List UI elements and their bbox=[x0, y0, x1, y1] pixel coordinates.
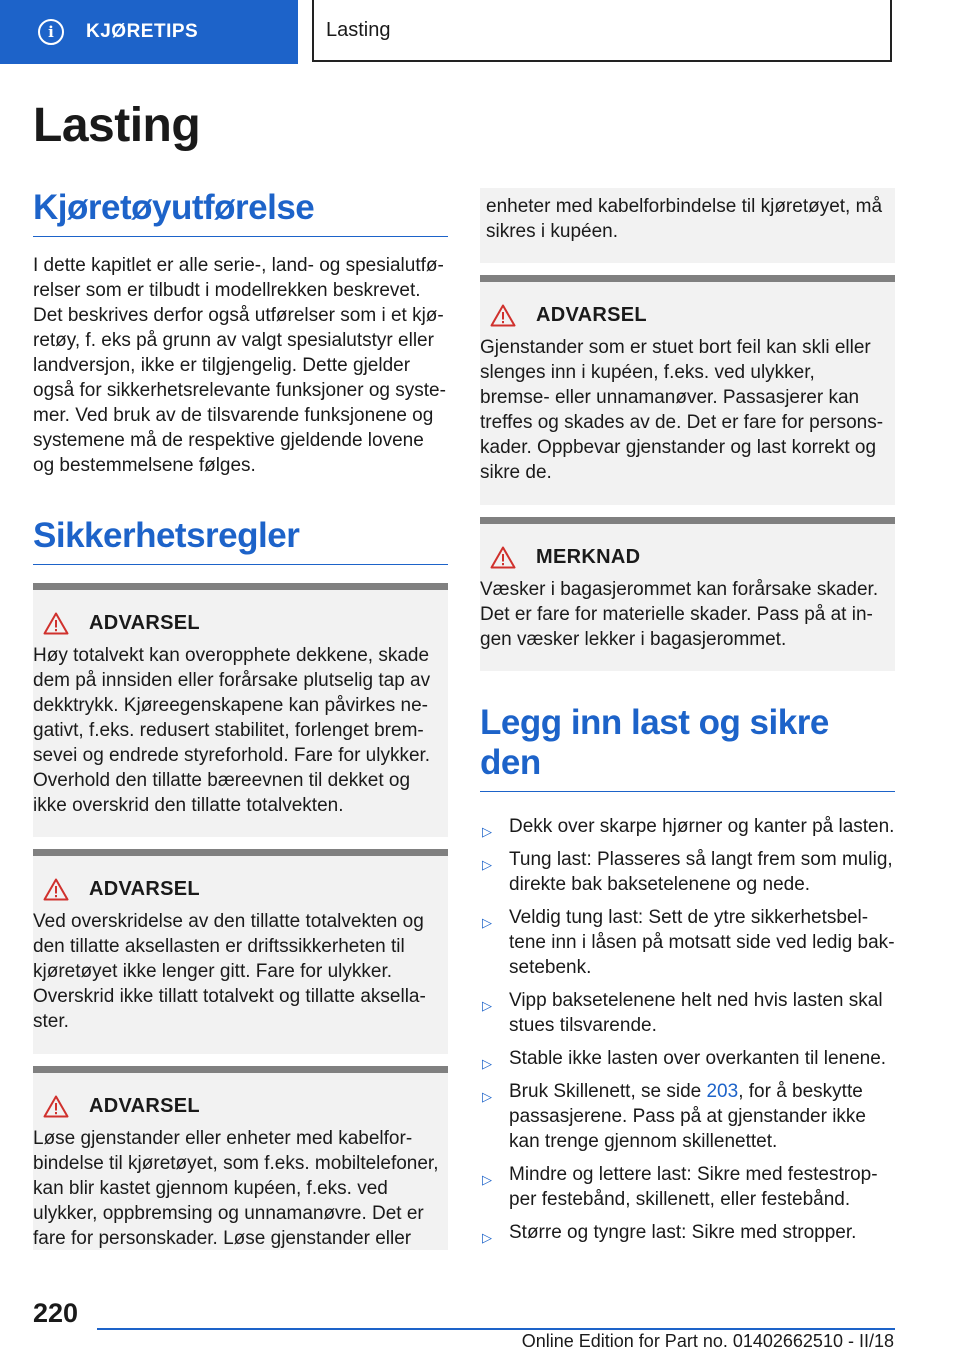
list-item: ▷ Mindre og lettere last: Sikre med festestropper festebånd, skillenett, eller festebånd. bbox=[482, 1164, 878, 1210]
warning-title: ADVARSEL bbox=[536, 304, 647, 326]
notice-header bbox=[480, 546, 887, 569]
triangle-bullet-icon: ▷ bbox=[482, 824, 492, 839]
notice-text: Væsker i bagasjerommet kan forårsake skader. Det er fare for materielle skader. Pass på at ingen væsker lekker i bagasjerommet. bbox=[480, 579, 879, 650]
warning-triangle-icon bbox=[490, 546, 516, 569]
list-item-with-link: ▷ Bruk Skillenett, se side 203, for å beskytte passasjerene. Pass på at gjenstander ikke kan trenge gjennom skillenettet. bbox=[482, 1081, 866, 1152]
triangle-bullet-icon: ▷ bbox=[482, 1089, 492, 1104]
warning-title: ADVARSEL bbox=[89, 612, 200, 634]
warning-title: ADVARSEL bbox=[89, 1095, 200, 1117]
list-item: ▷ Dekk over skarpe hjørner og kanter på lasten. bbox=[480, 814, 895, 839]
warning-box-3-continued bbox=[480, 188, 895, 263]
breadcrumb-text: Lasting bbox=[326, 18, 391, 41]
triangle-bullet-icon: ▷ bbox=[482, 1056, 492, 1071]
triangle-bullet-icon: ▷ bbox=[482, 1230, 492, 1245]
warning-box-4 bbox=[480, 275, 895, 505]
warning-text: Høy totalvekt kan overopphete dekkene, skade dem på innsiden eller forårsake plutselig tap av dekktrykk. Kjøreegenskapene kan påvirkes negativt, f.eks. redusert stabilitet, forlenget bremsevei og endrede styreforhold. Fare for ulykker. Overhold den tillatte bæreevnen til dekket og ikke overskrid den tillatte totalvekten. bbox=[33, 645, 431, 816]
breadcrumb bbox=[312, 0, 892, 62]
loading-instructions-list bbox=[480, 814, 895, 1245]
triangle-bullet-icon: ▷ bbox=[482, 1172, 492, 1187]
warning-header bbox=[33, 612, 440, 635]
warning-triangle-icon bbox=[490, 304, 516, 327]
list-item: ▷ Veldig tung last: Sett de ytre sikkerhetsbeltene inn i låsen på motsatt side ved ledig baksetebenk. bbox=[482, 907, 895, 978]
warning-text: Gjenstander som er stuet bort feil kan skli eller slenges inn i kupéen, f.eks. ved ulykker, bremse- eller unnamanøver. Passasjerer kan treffes og skades av de. Det er fare for personskader. Oppbevar gjenstander og last korrekt og sikre de. bbox=[480, 337, 884, 483]
list-item: ▷ Vipp baksetelenene helt ned hvis lasten skal stues tilsvarende. bbox=[482, 990, 883, 1036]
page-title: Lasting bbox=[33, 99, 201, 152]
notice-box bbox=[480, 517, 895, 671]
section-heading-legg-inn: Legg inn last og sikre den bbox=[480, 703, 895, 792]
warning-box-3 bbox=[33, 1066, 448, 1250]
footer-edition: Online Edition for Part no. 01402662510 - II/18 bbox=[521, 1331, 894, 1351]
page-number: 220 bbox=[33, 1298, 79, 1328]
right-column bbox=[480, 188, 895, 1253]
warning-triangle-icon bbox=[43, 1095, 69, 1118]
list-item: ▷ Større og tyngre last: Sikre med stropper. bbox=[480, 1220, 895, 1245]
footer-divider bbox=[97, 1328, 895, 1330]
chapter-label: KJØRETIPS bbox=[86, 21, 199, 42]
warning-text: Ved overskridelse av den tillatte totalvekten og den tillatte aksellasten er driftssikkerheten til kjøretøyet ikke lenger gitt. Fare for ulykker. Overskrid ikke tillatt totalvekt og tillatte aksellaster. bbox=[33, 911, 426, 1032]
list-item: ▷ Stable ikke lasten over overkanten til lenene. bbox=[480, 1046, 895, 1071]
warning-triangle-icon bbox=[43, 612, 69, 635]
triangle-bullet-icon: ▷ bbox=[482, 915, 492, 930]
kjoretoy-paragraph: I dette kapitlet er alle serie-, land- og spesialutførelser som er tilbudt i modellrekken beskrevet. Det beskrives derfor også utførelser som i et kjøretøy, f. eks på grunn av valgt spesialutstyr eller landversjon, ikke er tilgjengelig. Dette gjelder også for sikkerhetsrelevante funksjoner og systemer. Ved bruk av de tilsvarende funksjonene og systemene må de respektive gjeldende lovene og bestemmelsene følges. bbox=[33, 255, 446, 476]
warning-text-continued: enheter med kabelforbindelse til kjøretøyet, må sikres i kupéen. bbox=[486, 196, 883, 242]
left-column bbox=[33, 188, 448, 1250]
list-item: ▷ Tung last: Plasseres så langt frem som mulig, direkte bak baksetelenene og nede. bbox=[482, 849, 893, 895]
warning-header bbox=[480, 304, 887, 327]
triangle-bullet-icon: ▷ bbox=[482, 998, 492, 1013]
warning-title: ADVARSEL bbox=[89, 878, 200, 900]
notice-title: MERKNAD bbox=[536, 546, 641, 568]
section-heading-kjoretoy: Kjøretøyutførelse bbox=[33, 188, 448, 237]
warning-box-2 bbox=[33, 849, 448, 1054]
triangle-bullet-icon: ▷ bbox=[482, 857, 492, 872]
warning-header bbox=[33, 878, 440, 901]
warning-box-1 bbox=[33, 583, 448, 837]
section-heading-sikkerhet: Sikkerhetsregler bbox=[33, 516, 448, 565]
warning-text: Løse gjenstander eller enheter med kabelforbindelse til kjøretøyet, som f.eks. mobiltelefoner, kan blir kastet gjennom kupéen, f.eks. ved ulykker, oppbremsing og unnamanøvre. Det er fare for personskader. Løse gjenstander eller bbox=[33, 1128, 439, 1249]
info-icon: i bbox=[38, 19, 64, 45]
warning-triangle-icon bbox=[43, 878, 69, 901]
warning-header bbox=[33, 1095, 440, 1118]
page-link-203[interactable]: 203 bbox=[706, 1081, 739, 1102]
chapter-tab[interactable] bbox=[0, 0, 298, 64]
